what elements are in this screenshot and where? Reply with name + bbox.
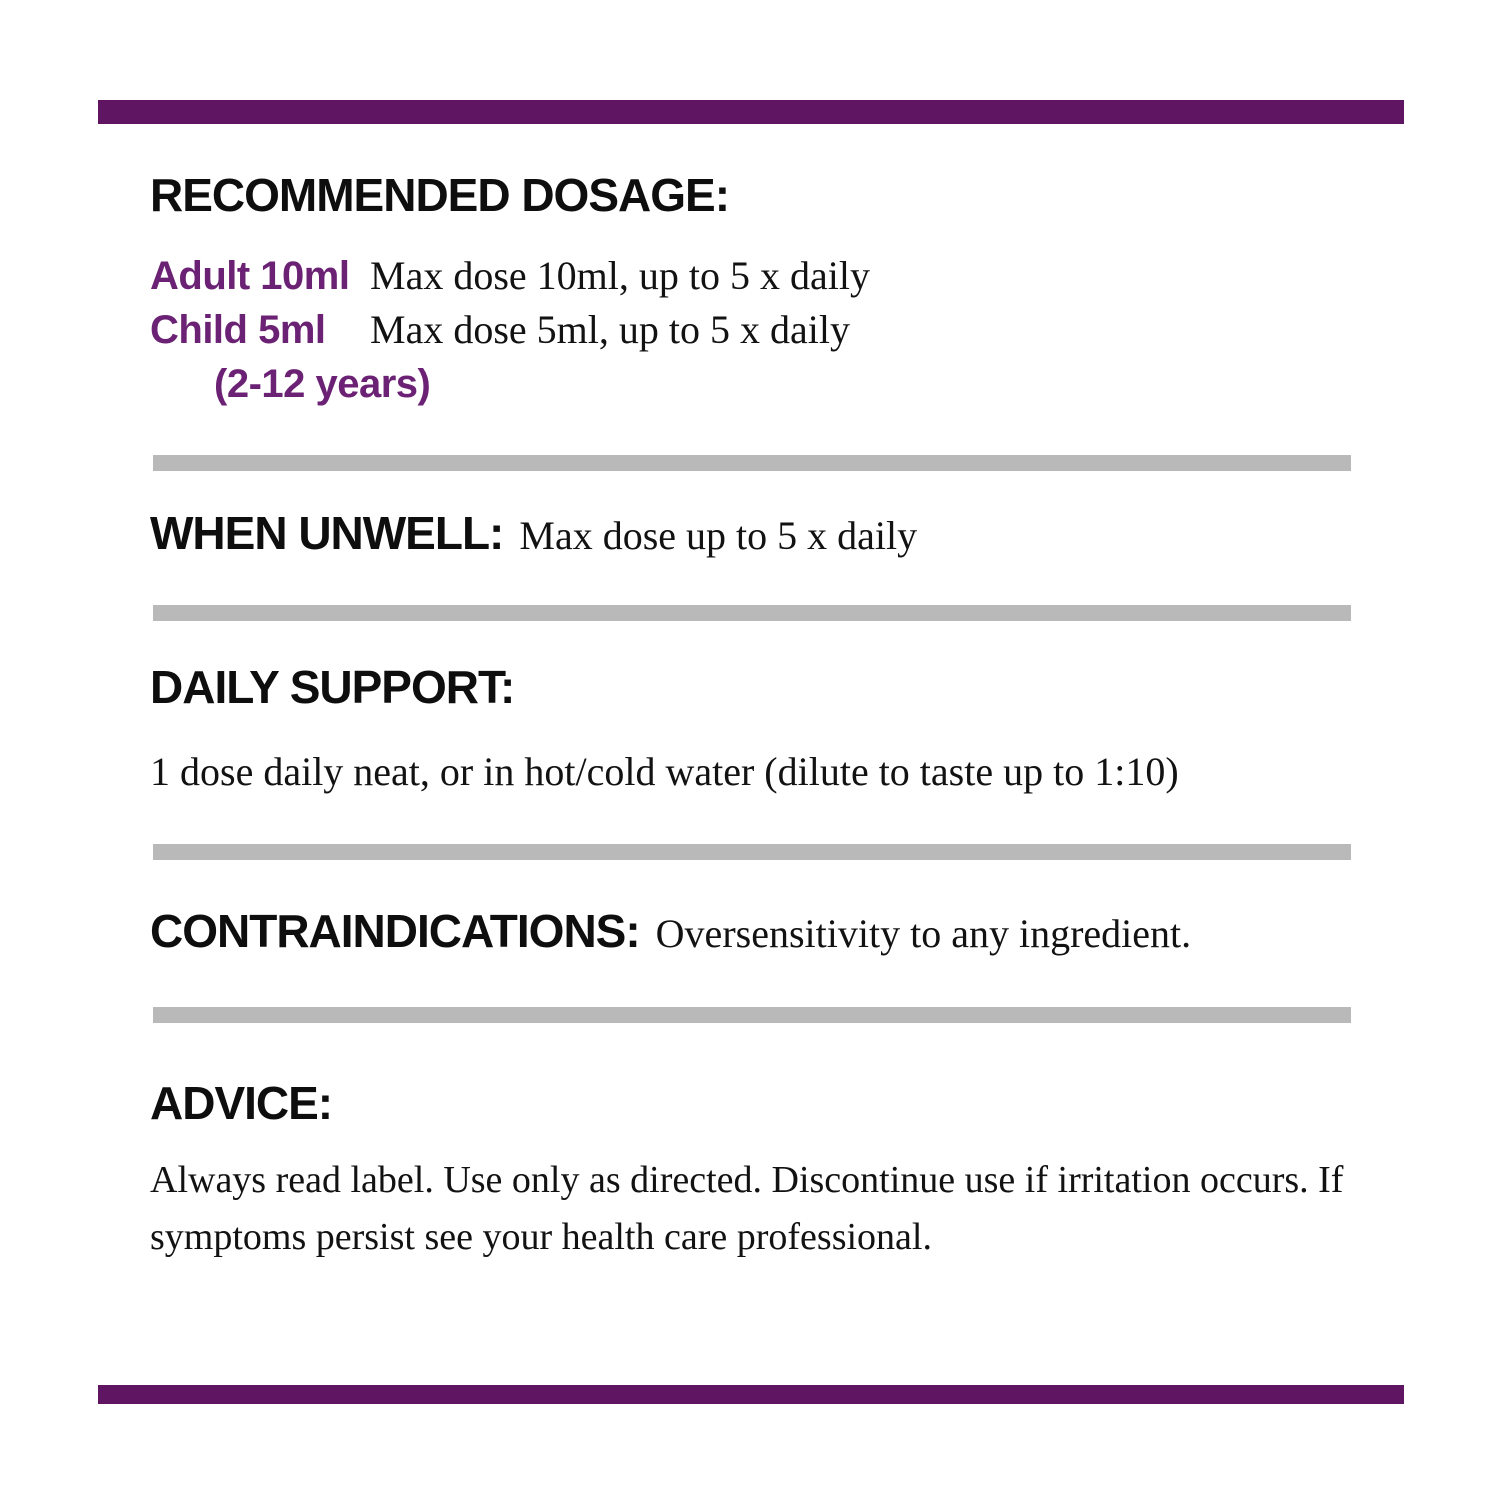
- heading-daily-support: DAILY SUPPORT:: [150, 661, 515, 713]
- detail-advice: Always read label. Use only as directed. Discontinue use if irritation occurs. If symptoms persist see your health care professional.: [150, 1159, 1344, 1258]
- section-divider: [153, 455, 1351, 471]
- dosage-row-child-age: [150, 362, 430, 407]
- detail-daily-support: 1 dose daily neat, or in hot/cold water (dilute to taste up to 1:10): [150, 749, 1179, 794]
- detail-when-unwell: Max dose up to 5 x daily: [519, 513, 918, 558]
- dosage-row-adult: [150, 252, 870, 300]
- bottom-accent-bar: [98, 1385, 1404, 1404]
- section-divider: [153, 1007, 1351, 1023]
- heading-recommended-dosage: RECOMMENDED DOSAGE:: [150, 169, 730, 221]
- dosage-detail-adult: Max dose 10ml, up to 5 x daily: [370, 253, 870, 298]
- section-divider: [153, 605, 1351, 621]
- dosage-label-child-age: (2-12 years): [214, 362, 431, 406]
- heading-advice: ADVICE:: [150, 1077, 333, 1129]
- dosage-row-child: [150, 306, 850, 354]
- dosage-detail-child: Max dose 5ml, up to 5 x daily: [370, 307, 850, 352]
- top-accent-bar: [98, 100, 1404, 124]
- section-contraindications: [150, 906, 1191, 958]
- section-divider: [153, 844, 1351, 860]
- dosage-label-child: Child 5ml: [150, 308, 326, 352]
- heading-when-unwell: WHEN UNWELL:: [150, 507, 504, 559]
- heading-contraindications: CONTRAINDICATIONS:: [150, 905, 640, 957]
- dosage-label-adult: Adult 10ml: [150, 254, 350, 298]
- detail-contraindications: Oversensitivity to any ingredient.: [655, 911, 1192, 956]
- section-when-unwell: [150, 508, 917, 560]
